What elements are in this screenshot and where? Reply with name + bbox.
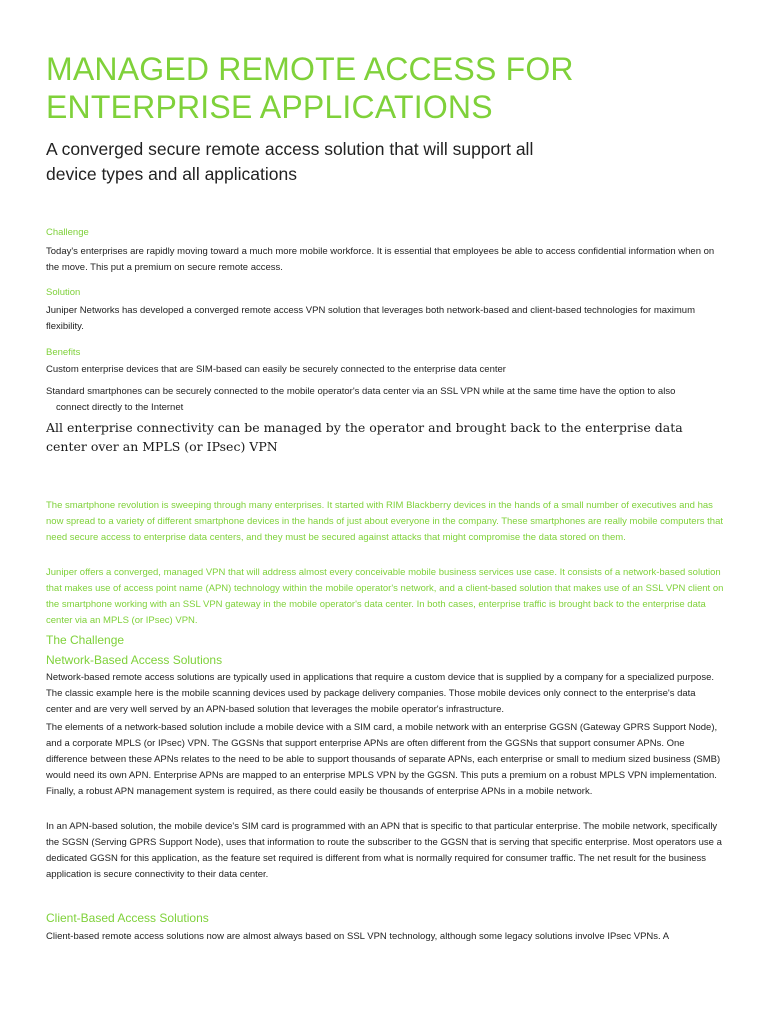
client-paragraph-1: Client-based remote access solutions now are almost always based on SSL VPN technology, although some legacy solutions involve IPsec VPNs. A [46, 931, 670, 942]
network-paragraph-3: In an APN-based solution, the mobile device's SIM card is programmed with an APN that is specific to that particular enterprise. The mobile network, specifically the SGSN (Serving GPRS Support Node), uses that information to route the subscriber to the GGSN that is serving that specific enterprise. Most operators use a dedicated GGSN for this application, as the feature set required is different from what is normally required for consumer traffic. The net result for the business application is secure connectivity to their data center. [46, 821, 722, 880]
section-heading-challenge: The Challenge [46, 633, 125, 647]
benefit-item-1: Custom enterprise devices that are SIM-based can easily be securely connected to the enterprise data center [46, 364, 506, 375]
intro-paragraph-1: The smartphone revolution is sweeping through many enterprises. It started with RIM Blackberry devices in the hands of a small number of executives and has now spread to a variety of different smartphone devices in the hands of just about everyone in the company. These smartphones are really mobile computers that need secure access to enterprise data centers, and they must be secured against attacks that might compromise the data stored on them. [46, 500, 723, 543]
solution-text: Juniper Networks has developed a converged remote access VPN solution that leverages both network-based and client-based technologies for maximum flexibility. [46, 305, 695, 332]
solution-label: Solution [46, 287, 81, 298]
subsection-heading-client: Client-Based Access Solutions [46, 911, 209, 925]
network-paragraph-2: The elements of a network-based solution include a mobile device with a SIM card, a mobile network with an enterprise GGSN (Gateway GPRS Support Node), and a corporate MPLS (or IPsec) VPN. The GGSNs that support enterprise APNs are often different from the GGSNs that support consumer APNs. One difference between these APNs relates to the need to be able to support thousands of separate APNs, each enterprise or small to medium sized business (SMB) would need its own APN. Enterprise APNs are mapped to an enterprise MPLS VPN by the GGSN. This puts a premium on a robust MPLS VPN implementation. Finally, a robust APN management system is required, as there could easily be thousands of enterprise APNs in a mobile network. [46, 722, 721, 797]
benefit-item-2: Standard smartphones can be securely connected to the mobile operator's data center via an SSL VPN while at the same time have the option to also connect directly to the Internet [46, 386, 676, 413]
challenge-text: Today's enterprises are rapidly moving toward a much more mobile workforce. It is essential that employees be able to access confidential information when on the move. This put a premium on secure remote access. [46, 246, 715, 273]
intro-paragraph-2: Juniper offers a converged, managed VPN that will address almost every conceivable mobile business services use case. It consists of a network-based solution that makes use of access point name (APN) technology within the mobile operator's network, and a client-based solution that makes use of an SSL VPN client on the smartphone working with an SSL VPN gateway in the mobile operator's data center. In both cases, enterprise traffic is brought back to the enterprise data center via an MPLS (or IPsec) VPN. [46, 567, 724, 626]
benefit-item-3: All enterprise connectivity can be managed by the operator and brought back to the enterprise data center over an MPLS (or IPsec) VPN [46, 420, 683, 454]
benefits-label: Benefits [46, 347, 81, 358]
subsection-heading-network: Network-Based Access Solutions [46, 653, 223, 667]
network-paragraph-1: Network-based remote access solutions are typically used in applications that require a custom device that is supplied by a company for a specialized purpose. The classic example here is the mobile scanning devices used by package delivery companies. Those mobile devices only connect to the enterprise's data center and are very well served by an APN-based solution that leverages the mobile operator's infrastructure. [46, 672, 714, 715]
challenge-label: Challenge [46, 227, 89, 238]
page-subtitle: A converged secure remote access solution that will support all device types and all applications [46, 139, 534, 184]
page-title: MANAGED REMOTE ACCESS FOR ENTERPRISE APPLICATIONS [46, 51, 574, 125]
